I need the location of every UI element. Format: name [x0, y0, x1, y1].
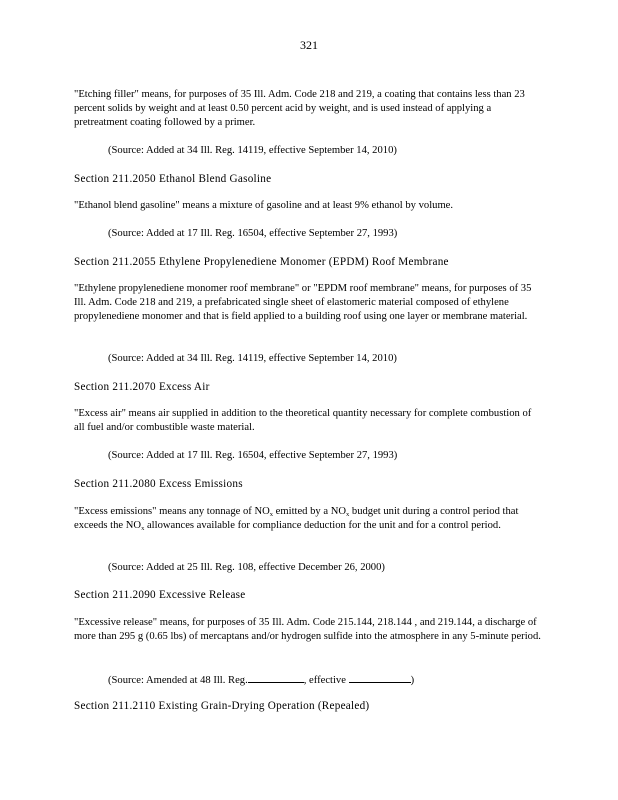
section-2090-source [108, 672, 414, 688]
section-2110-heading: Section 211.2110 Existing Grain-Drying Operation (Repealed) [74, 700, 370, 712]
section-2050-heading: Section 211.2050 Ethanol Blend Gasoline [74, 173, 272, 185]
nox-subscript: x [141, 525, 145, 532]
section-2080-definition-text-4: allowances available for compliance deduction for the unit and for a control period. [144, 520, 501, 531]
section-2090-source-text-1: (Source: Amended at 48 Ill. Reg. [108, 675, 248, 686]
section-2070-definition: "Excess air" means air supplied in addition to the theoretical quantity necessary for complete combustion of all fuel and/or combustible waste material. [74, 408, 532, 433]
section-2080-definition [74, 505, 544, 533]
etching-filler-source: (Source: Added at 34 Ill. Reg. 14119, effective September 14, 2010) [108, 145, 397, 156]
page-number: 321 [300, 38, 318, 52]
etching-filler-definition: "Etching filler" means, for purposes of 35 Ill. Adm. Code 218 and 219, a coating that contains less than 23 percent solids by weight and at least 0.50 percent acid by weight, and is used instead of applying a pretreatment coating followed by a primer. [74, 89, 525, 128]
nox-subscript: x [269, 511, 274, 518]
section-2080-definition-text-3: budget unit during a control period that exceeds the NO [74, 506, 519, 531]
effective-date-blank [349, 672, 411, 683]
section-2080-source: (Source: Added at 25 Ill. Reg. 108, effective December 26, 2000) [108, 562, 385, 573]
section-2050-source: (Source: Added at 17 Ill. Reg. 16504, effective September 27, 1993) [108, 228, 398, 239]
section-2090-source-text-2: , effective [303, 675, 349, 686]
section-2055-definition: "Ethylene propylenediene monomer roof membrane" or "EPDM roof membrane" means, for purposes of 35 Ill. Adm. Code 218 and 219, a prefabricated single sheet of elastomeric material composed of ethylene propylenediene monomer and that is field applied to a building roof using one layer or membrane material. [74, 283, 532, 322]
section-2070-source: (Source: Added at 17 Ill. Reg. 16504, effective September 27, 1993) [108, 450, 398, 461]
section-2090-definition: "Excessive release" means, for purposes of 35 Ill. Adm. Code 215.144, 218.144 , and 219.144, a discharge of more than 295 g (0.65 lbs) of mercaptans and/or hydrogen sulfide into the atmosphere in any 5-minute period. [74, 617, 541, 642]
section-2090-source-text-3: ) [410, 675, 415, 686]
section-2080-definition-text-2: emitted by a NO [273, 506, 346, 517]
register-number-blank [248, 672, 304, 683]
section-2055-heading: Section 211.2055 Ethylene Propylenediene Monomer (EPDM) Roof Membrane [74, 256, 449, 268]
section-2050-definition: "Ethanol blend gasoline" means a mixture of gasoline and at least 9% ethanol by volume. [74, 200, 454, 211]
section-2070-heading: Section 211.2070 Excess Air [74, 381, 210, 393]
section-2080-heading: Section 211.2080 Excess Emissions [74, 478, 243, 490]
nox-subscript: x [346, 511, 350, 518]
section-2090-heading: Section 211.2090 Excessive Release [74, 589, 246, 601]
section-2055-source: (Source: Added at 34 Ill. Reg. 14119, effective September 14, 2010) [108, 353, 397, 364]
section-2080-definition-text-1: "Excess emissions" means any tonnage of NO [74, 506, 270, 517]
